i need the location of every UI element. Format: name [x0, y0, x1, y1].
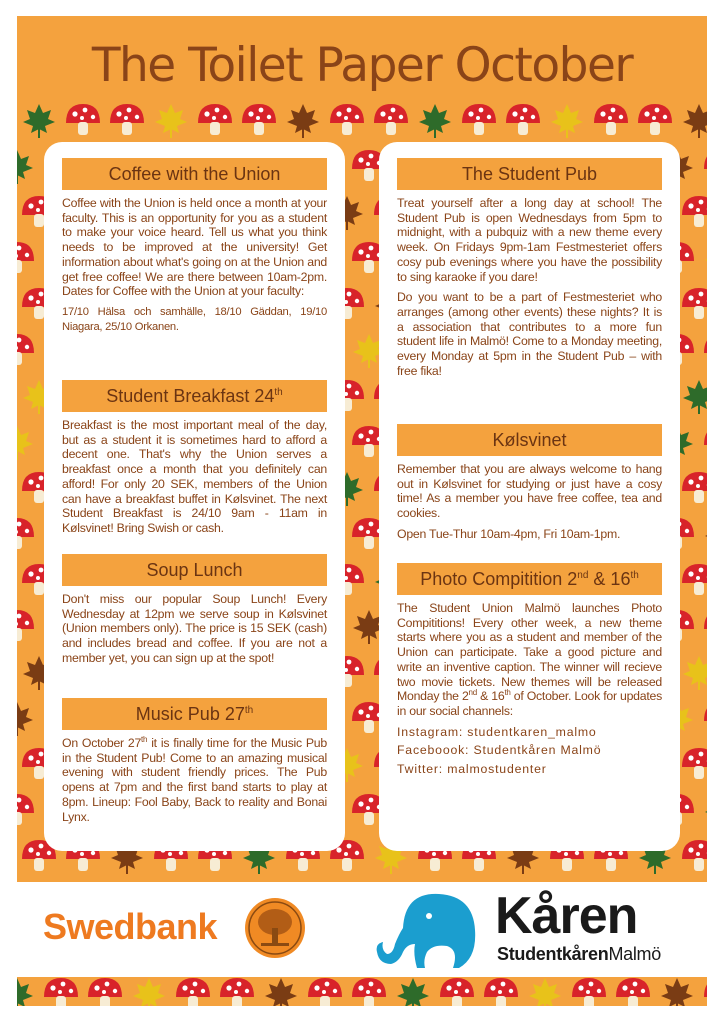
twitter-handle[interactable]: Twitter: malmostudenter	[397, 762, 547, 777]
mushroom-icon	[110, 104, 144, 135]
pub-section	[397, 158, 662, 384]
mushroom-icon	[506, 104, 540, 135]
right-column	[379, 142, 680, 851]
coffee-heading: Coffee with the Union	[62, 158, 327, 190]
mushroom-icon	[17, 518, 34, 549]
mushroom-icon	[198, 104, 232, 135]
musicpub-section	[62, 698, 327, 830]
kolsvinet-heading: Kølsvinet	[397, 424, 662, 456]
soup-section	[62, 554, 327, 672]
mushroom-icon	[484, 978, 518, 1006]
maple-leaf-icon	[133, 978, 165, 1006]
mushroom-icon	[682, 840, 707, 871]
mushroom-icon	[66, 104, 100, 135]
swedbank-wordmark: Swedbank	[43, 906, 218, 947]
kolsvinet-body: Remember that you are always welcome to hang out in Kølsvinet for studying or just have a cosy time! As a member you have free coffee, tea and cookies.	[397, 462, 662, 521]
karen-wordmark: Kåren	[495, 887, 638, 945]
maple-leaf-icon	[551, 104, 583, 138]
mushroom-icon	[682, 564, 707, 595]
mushroom-icon	[704, 150, 707, 181]
pub-heading: The Student Pub	[397, 158, 662, 190]
breakfast-body: Breakfast is the most important meal of the day, but as a student it is sometimes hard to afford a decent one. That's why the Union serves a breakfast once a month that you definitely can afford! For only 20 SEK, members of the Union can have a breakfast buffet in Kølsvinet. The next Student Breakfast is 24/10 9am - 11am in Kølsvinet! Bring Swish or cash.	[62, 418, 327, 535]
soup-body: Don't miss our popular Soup Lunch! Every Wednesday at 12pm we serve soup in Kølsvinet (Union members only). The price is 15 SEK (cash) and includes bread and coffee. If you are not a member yet, you can sign up at the spot!	[62, 592, 327, 665]
poster	[17, 16, 707, 1006]
maple-leaf-icon	[661, 978, 693, 1006]
coffee-dates: 17/10 Hälsa och samhälle, 18/10 Gäddan, 19/10 Niagara, 25/10 Orkanen.	[62, 305, 327, 333]
mushroom-icon	[17, 610, 34, 641]
mushroom-icon	[44, 978, 78, 1006]
mushroom-icon	[704, 426, 707, 457]
mushroom-icon	[17, 794, 34, 825]
mushroom-icon	[594, 104, 628, 135]
maple-leaf-icon	[287, 104, 319, 138]
mushroom-icon	[704, 334, 707, 365]
mushroom-icon	[704, 702, 707, 733]
mushroom-icon	[682, 472, 707, 503]
maple-leaf-icon	[683, 656, 707, 690]
instagram-handle[interactable]: Instagram: studentkaren_malmo	[397, 724, 597, 739]
page-title: The Toilet Paper October	[91, 38, 633, 93]
mushroom-icon	[572, 978, 606, 1006]
maple-leaf-icon	[683, 104, 707, 138]
photo-section	[397, 563, 662, 781]
pub-body-1: Treat yourself after a long day at school! The Student Pub is open Wednesdays from 5pm to midnight, with a pubquiz with a new theme every week. On Fridays 9pm-1am Festmesteriet offers cosy pub evenings where you have the possibility to sing karaoke if you dare!	[397, 196, 662, 284]
mushroom-icon	[88, 978, 122, 1006]
maple-leaf-icon	[529, 978, 561, 1006]
oak-tree-icon	[243, 896, 307, 960]
karen-subtitle: StudentkårenMalmö	[497, 944, 661, 964]
maple-leaf-icon	[17, 978, 33, 1006]
mushroom-icon	[374, 104, 408, 135]
photo-heading: Photo Compitition 2nd & 16th	[397, 563, 662, 595]
soup-heading: Soup Lunch	[62, 554, 327, 586]
mushroom-icon	[462, 104, 496, 135]
coffee-body: Coffee with the Union is held once a month at your faculty. This is an opportunity for you as a student to make your voice heard. Tell us what you think needs to be improved at the university! Get information about what's going on at the Union and get free coffee! We are there between 10am-2pm. Dates for Coffee with the Union at your faculty:	[62, 196, 327, 299]
maple-leaf-icon	[23, 104, 55, 138]
maple-leaf-icon	[705, 242, 707, 276]
mushroom-icon	[704, 978, 707, 1006]
mushroom-icon	[616, 978, 650, 1006]
maple-leaf-icon	[683, 380, 707, 414]
mushroom-icon	[704, 610, 707, 641]
maple-leaf-icon	[155, 104, 187, 138]
elephant-icon	[373, 888, 483, 974]
maple-leaf-icon	[265, 978, 297, 1006]
musicpub-heading: Music Pub 27th	[62, 698, 327, 730]
kolsvinet-hours: Open Tue-Thur 10am-4pm, Fri 10am-1pm.	[397, 526, 621, 541]
maple-leaf-icon	[705, 794, 707, 828]
maple-leaf-icon	[17, 150, 33, 184]
mushroom-icon	[176, 978, 210, 1006]
mushroom-icon	[17, 242, 34, 273]
maple-leaf-icon	[17, 426, 33, 460]
mushroom-icon	[352, 978, 386, 1006]
left-column	[44, 142, 345, 851]
coffee-section	[62, 158, 327, 340]
mushroom-icon	[330, 104, 364, 135]
breakfast-heading: Student Breakfast 24th	[62, 380, 327, 412]
mushroom-icon	[17, 334, 34, 365]
mushroom-icon	[682, 748, 707, 779]
mushroom-icon	[682, 288, 707, 319]
mushroom-icon	[638, 104, 672, 135]
mushroom-icon	[440, 978, 474, 1006]
maple-leaf-icon	[705, 518, 707, 552]
mushroom-icon	[308, 978, 342, 1006]
kolsvinet-section	[397, 424, 662, 548]
mushroom-icon	[242, 104, 276, 135]
maple-leaf-icon	[419, 104, 451, 138]
mushroom-icon	[682, 196, 707, 227]
breakfast-section	[62, 380, 327, 542]
maple-leaf-icon	[397, 978, 429, 1006]
maple-leaf-icon	[17, 702, 33, 736]
photo-body: The Student Union Malmö launches Photo Compititions! Every other week, a new theme starts where you as a student and member of the Union can participate. Take a good picture and write an inventive caption. The winner will recieve two movie tickets. New themes will be released Monday the 2nd & 16th of October. Look for updates in our social channels:	[397, 601, 663, 718]
pub-body-2: Do you want to be a part of Festmesteriet who arranges (among other events) these nights? It is a association that contributes to a more fun student life in Malmö! Come to a Monday meeting, every Monday at 5pm in the Student Pub – with free fika!	[397, 290, 662, 378]
musicpub-body: On October 27th it is finally time for the Music Pub in the Student Pub! Come to an amazing musical evening with student friendly prices. The Pub opens at 7pm and the first band starts to play at 8pm. Lineup: Fool Baby, Back to reality and Bonai Lynx.	[62, 734, 327, 824]
sponsor-footer	[17, 882, 707, 977]
mushroom-icon	[220, 978, 254, 1006]
facebook-handle[interactable]: Faceboook: Studentkåren Malmö	[397, 743, 602, 758]
